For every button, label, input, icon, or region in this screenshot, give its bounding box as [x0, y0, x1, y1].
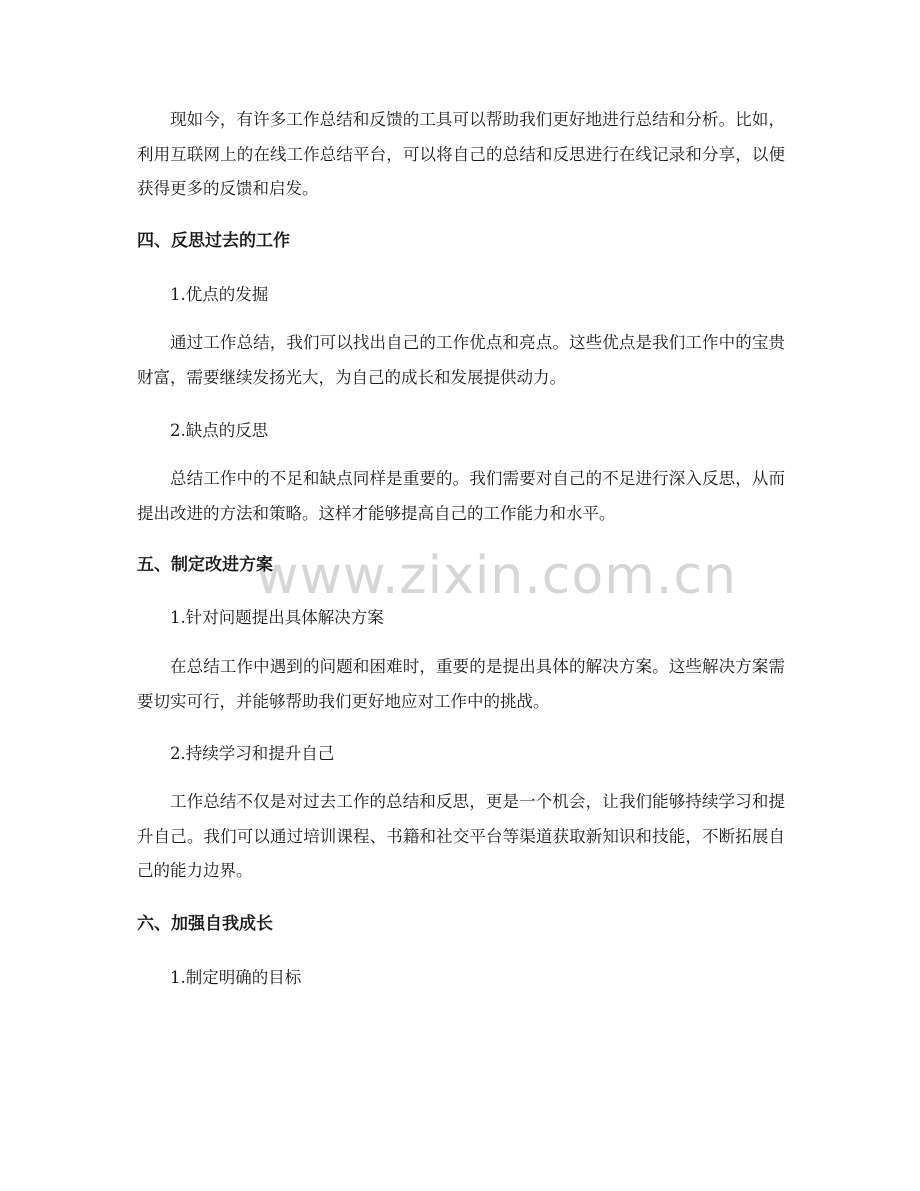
section-5-heading: 五、制定改进方案 [137, 555, 273, 575]
section-6-item-1-title: 1.制定明确的目标 [170, 968, 302, 987]
section-6-heading: 六、加强自我成长 [137, 914, 273, 934]
watermark: www.zixin.com.cn [256, 546, 737, 606]
section-4-item-2-title: 2.缺点的反思 [170, 421, 269, 440]
section-5-item-1-text: 在总结工作中遇到的问题和困难时，重要的是提出具体的解决方案。这些解决方案需要切实可行，并能够帮助我们更好地应对工作中的挑战。 [137, 657, 785, 711]
section-4-heading: 四、反思过去的工作 [137, 231, 290, 251]
section-5-item-2-text: 工作总结不仅是对过去工作的总结和反思，更是一个机会，让我们能够持续学习和提升自己。我们可以通过培训课程、书籍和社交平台等渠道获取新知识和技能，不断拓展自己的能力边界。 [137, 792, 785, 880]
intro-paragraph: 现如今，有许多工作总结和反馈的工具可以帮助我们更好地进行总结和分析。比如，利用互联网上的在线工作总结平台，可以将自己的总结和反思进行在线记录和分享，以便获得更多的反馈和启发。 [137, 110, 785, 198]
section-5-item-2-title: 2.持续学习和提升自己 [170, 744, 335, 763]
section-4-item-1-text: 通过工作总结，我们可以找出自己的工作优点和亮点。这些优点是我们工作中的宝贵财富，需要继续发扬光大，为自己的成长和发展提供动力。 [137, 333, 785, 387]
section-4-item-2-text: 总结工作中的不足和缺点同样是重要的。我们需要对自己的不足进行深入反思，从而提出改进的方法和策略。这样才能够提高自己的工作能力和水平。 [137, 469, 785, 523]
section-4-item-1-title: 1.优点的发掘 [170, 285, 269, 304]
section-5-item-1-title: 1.针对问题提出具体解决方案 [170, 608, 384, 627]
